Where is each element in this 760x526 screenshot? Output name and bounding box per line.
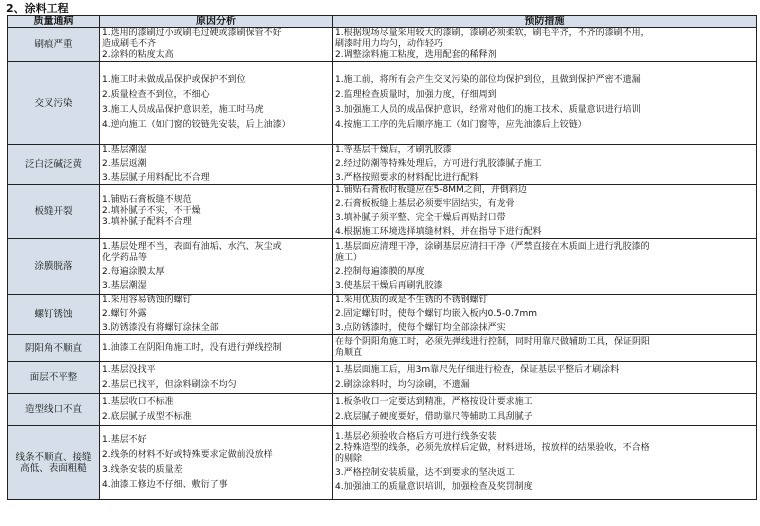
table-row [8,185,757,239]
defect-name: 线条不顺直、接缝 高低、表面粗糙 [8,426,100,500]
table-row [8,426,757,500]
cause-cell: 1.基层处理不当，表面有油垢、水汽、灰尘或 化学药品等 2.每遍涂膜太厚 3.基层潮湿 [100,239,333,295]
cause-cell: 1.选用的漆刷过小或刷毛过硬或漆刷保管不好 造成刷毛不齐 2.涂料的粘度太高 [100,28,333,62]
prevention-cell: 1.等基层干燥后，才刷乳胶漆 2.经过防潮等特殊处理后，方可进行乳胶漆腻子施工 3.严格按照要求的材料配比进行配料 [333,145,757,185]
cause-cell: 1.采用容易锈蚀的螺钉 2.螺钉外露 3.防锈漆没有将螺钉涂抹全部 [100,295,333,335]
table-row [8,394,757,426]
header-cause: 原因分析 [100,16,333,28]
prevention-cell: 在每个阴阳角施工时，必须先弹线进行控制，同时用靠尺做辅助工具，保证阴阳 角顺直 [333,335,757,362]
table-row [8,362,757,394]
prevention-cell: 1.采用优质的或是不生锈的不锈钢螺钉 2.固定螺钉时，使每个螺钉均嵌入板内0.5-0.7mm 3.点防锈漆时，使每个螺钉均全部涂抹严实 [333,295,757,335]
defect-name: 面层不平整 [8,362,100,394]
table-row [8,295,757,335]
cause-cell: 1.铺贴石膏板缝不规范 2.填补腻子不实，不干燥 3.填补腻子配料不合理 [100,185,333,239]
defect-name: 板缝开裂 [8,185,100,239]
defect-name: 螺钉锈蚀 [8,295,100,335]
cause-cell: 1.基层潮湿 2.基层返潮 3.基层腻子用料配比不合理 [100,145,333,185]
defect-name: 交叉污染 [8,62,100,145]
table-row [8,239,757,295]
cause-cell: 1.施工时未做成品保护或保护不到位 2.质量检查不到位，不细心 3.施工人员成品保护意识差，施工时马虎 4.逆向施工（如门窗的铰链先安装，后上油漆） [100,62,333,145]
defect-name: 刷痕严重 [8,28,100,62]
table-header-row [8,16,757,28]
prevention-cell: 1.施工前，将所有会产生交叉污染的部位均保护到位，且做到保护严密不遗漏 2.监理检查质量时，加强力度，仔细周到 3.加强施工人员的成品保护意识，经常对他们的施工技术、质量意识进行培训 4.按施工工序的先后顺序施工（如门窗等，应先油漆后上铰链） [333,62,757,145]
header-defect: 质量通病 [8,16,100,28]
prevention-cell: 1.基层面施工后，用3m靠尺先仔细进行检查，保证基层平整后才刷涂料 2.刷涂涂料时，均匀涂刷，不遗漏 [333,362,757,394]
cause-cell: 1.基层收口不标准 2.底层腻子成型不标准 [100,394,333,426]
header-prevention: 预防措施 [333,16,757,28]
section-title: 2、涂料工程 [6,2,69,15]
prevention-cell: 1.铺贴石膏板时板缝应在5-8MM之间，并倒斜边 2.石膏板板缝上基层必须要牢固结实，有龙骨 3.填补腻子须平整、完全干燥后再贴封口带 4.根据施工环境选择填缝材料，并在指导下进行配料 [333,185,757,239]
table-row [8,28,757,62]
table-row [8,145,757,185]
table-row [8,335,757,362]
prevention-cell: 1.板条收口一定要达到精准，严格按设计要求施工 2.底层腻子硬度要好，借助靠尺等辅助工具刮腻子 [333,394,757,426]
quality-defects-table [7,15,757,500]
cause-cell: 1.油漆工在阴阳角施工时，没有进行弹线控制 [100,335,333,362]
prevention-cell: 1.根据现场尽量采用较大的漆刷，漆刷必须柔软，刷毛平齐，不齐的漆刷不用， 刷漆时用力均匀，动作轻巧 2.调整涂料施工粘度，选用配套的稀释剂 [333,28,757,62]
prevention-cell: 1.基层必须验收合格后方可进行线条安装 2.特殊造型的线条，必须先放样后定做，材料进场，按放样的结果验收，不合格 的剔除 3.严格控制安装质量，达不到要求的坚决返工 4.加强油工的质量意识培训，加强检查及奖罚制度 [333,426,757,500]
prevention-cell: 1.基层面应清理干净，涂刷基层应清扫干净（严禁直接在木质面上进行乳胶漆的 施工） 2.控制每遍漆膜的厚度 3.使基层干燥后再刷乳胶漆 [333,239,757,295]
table-row [8,62,757,145]
defect-name: 泛白泛碱泛黄 [8,145,100,185]
defect-name: 造型线口不直 [8,394,100,426]
cause-cell: 1.基层不好 2.线条的材料不好或特殊要求定做前没放样 3.线条安装的质量差 4.油漆工修边不仔细、敷衍了事 [100,426,333,500]
cause-cell: 1.基层没找平 2.基层已找平，但涂料刷涂不均匀 [100,362,333,394]
defect-name: 阴阳角不顺直 [8,335,100,362]
defect-name: 涂膜脱落 [8,239,100,295]
